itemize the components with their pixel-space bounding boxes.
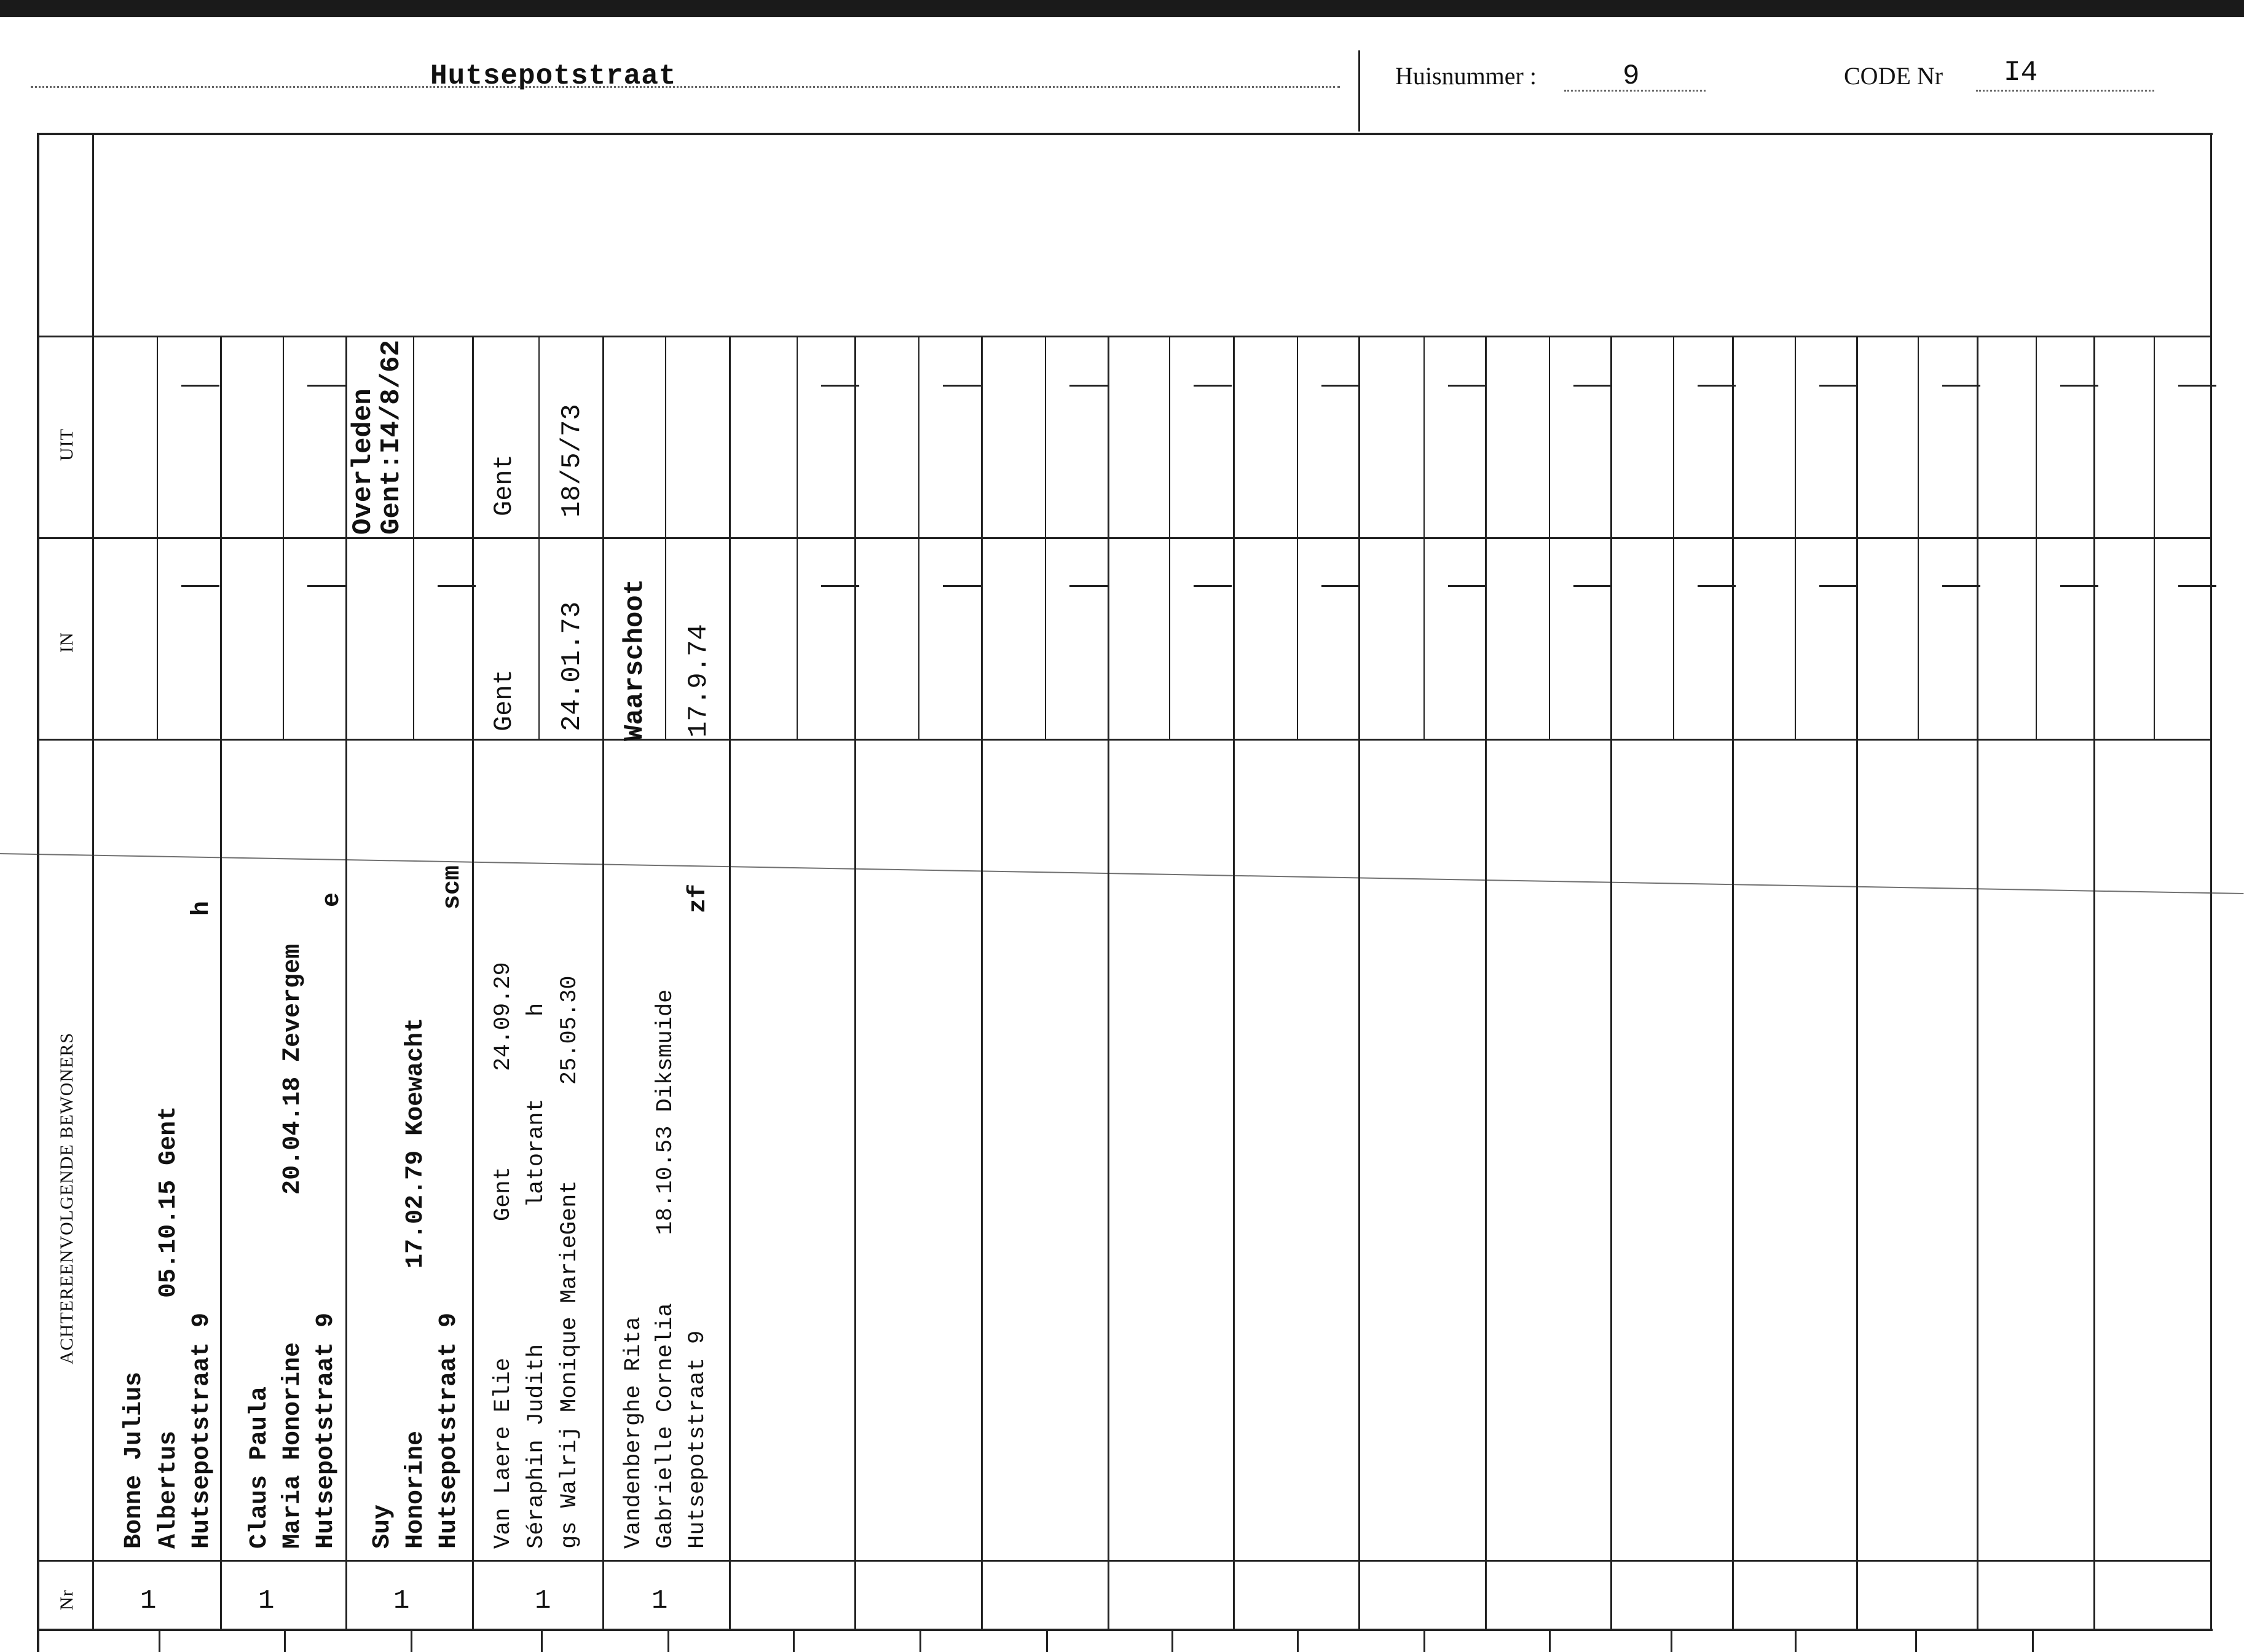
sub-column-divider: [1918, 336, 1919, 739]
sub-column-divider: [1423, 336, 1425, 739]
bewoners-top-line: [37, 739, 2210, 741]
resident-mark: e: [318, 892, 346, 907]
empty-cell-dash: [1573, 585, 1612, 587]
empty-cell-dash: [2178, 385, 2216, 387]
column-divider: [472, 336, 474, 1630]
in-place: Waarschoot: [620, 578, 650, 741]
column-divider: [1485, 336, 1487, 1630]
empty-cell-dash: [1698, 385, 1736, 387]
footer-tick: [919, 1630, 921, 1652]
column-divider: [729, 336, 731, 1630]
table-right-border: [2210, 133, 2212, 1630]
header-divider: [1358, 50, 1360, 132]
resident-name-line: Van Laere Elie Gent 24.09.29: [490, 962, 516, 1549]
uit-date: 18/5/73: [557, 404, 588, 517]
empty-cell-dash: [2060, 585, 2098, 587]
empty-cell-dash: [1194, 385, 1232, 387]
resident-name-line: Maria Honorine 20.04.18 Zevergem: [279, 943, 307, 1549]
empty-cell-dash: [1698, 585, 1736, 587]
empty-cell-dash: [307, 585, 345, 587]
column-divider: [1108, 336, 1109, 1630]
footer-tick: [793, 1630, 795, 1652]
empty-cell-dash: [307, 385, 345, 387]
huisnummer-value: 9: [1623, 60, 1640, 92]
empty-cell-dash: [1448, 585, 1486, 587]
column-divider: [1610, 336, 1612, 1630]
sub-column-divider: [157, 336, 158, 739]
table-top-border: [37, 133, 2213, 135]
resident-mark: scm: [439, 865, 467, 910]
uit-note: Gent:I4/8/62: [376, 340, 407, 535]
street-name: Hutsepotstraat: [430, 60, 677, 92]
column-divider: [854, 336, 856, 1630]
column-divider: [1856, 336, 1858, 1630]
sub-column-divider: [1169, 336, 1170, 739]
resident-nr: 1: [258, 1586, 275, 1616]
empty-cell-dash: [1942, 585, 1980, 587]
resident-nr: 1: [393, 1586, 410, 1616]
empty-cell-dash: [438, 585, 476, 587]
footer-tick: [411, 1630, 412, 1652]
code-label: CODE Nr: [1844, 62, 1943, 90]
column-divider: [1233, 336, 1235, 1630]
resident-name-line: Gabrielle Cornelia 18.10.53 Diksmuide: [653, 989, 679, 1549]
resident-name-line: gs Walrij Monique MarieGent 25.05.30: [557, 975, 583, 1549]
resident-address: Hutsepotstraat 9: [312, 1312, 340, 1549]
footer-tick: [1171, 1630, 1173, 1652]
empty-cell-dash: [1194, 585, 1232, 587]
empty-cell-dash: [1069, 385, 1108, 387]
table-left-border: [37, 133, 39, 1652]
header-street-dots: [31, 86, 1340, 88]
in-section-label: IN: [57, 632, 77, 653]
footer-tick: [1046, 1630, 1048, 1652]
huisnummer-label: Huisnummer :: [1395, 62, 1537, 90]
sub-column-divider: [283, 336, 284, 739]
empty-cell-dash: [943, 585, 981, 587]
column-divider: [345, 336, 347, 1630]
resident-address: Hutsepotstraat 9: [188, 1312, 216, 1549]
resident-name-line: Albertus 05.10.15 Gent: [155, 1106, 183, 1549]
resident-address: Hutsepotstraat 9: [685, 1330, 711, 1549]
in-date: 17.9.74: [683, 624, 714, 738]
empty-cell-dash: [1942, 385, 1980, 387]
empty-cell-dash: [821, 585, 859, 587]
empty-cell-dash: [2178, 585, 2216, 587]
resident-name-line: Honorine 17.02.79 Koewacht: [402, 1017, 430, 1549]
footer-tick: [1671, 1630, 1672, 1652]
resident-name-line: Suy: [369, 1504, 396, 1549]
empty-cell-dash: [1321, 585, 1360, 587]
sub-column-divider: [538, 336, 540, 739]
sub-column-divider: [2036, 336, 2037, 739]
sub-column-divider: [1549, 336, 1550, 739]
footer-tick: [1915, 1630, 1917, 1652]
column-divider: [1358, 336, 1360, 1630]
bewoners-section-label: ACHTEREENVOLGENDE BEWONERS: [57, 1032, 77, 1364]
sub-column-divider: [665, 336, 666, 739]
empty-cell-dash: [181, 585, 219, 587]
column-divider: [220, 336, 222, 1630]
sub-column-divider: [918, 336, 919, 739]
nr-section-label: Nr: [57, 1589, 77, 1610]
resident-name-line: Claus Paula: [246, 1386, 274, 1549]
nr-top-line: [37, 1560, 2210, 1562]
in-top-line: [37, 537, 2210, 539]
sub-column-divider: [1297, 336, 1298, 739]
footer-tick: [1297, 1630, 1299, 1652]
footer-tick: [1423, 1630, 1425, 1652]
uit-place: Gent: [489, 454, 519, 516]
uit-note: Overleden: [348, 388, 379, 535]
empty-cell-dash: [1069, 585, 1108, 587]
scan-top-border: [0, 0, 2244, 17]
empty-cell-dash: [943, 385, 981, 387]
resident-name-line: Vandenberghe Rita: [621, 1316, 647, 1549]
resident-address: Hutsepotstraat 9: [435, 1312, 463, 1549]
empty-cell-dash: [181, 385, 219, 387]
column-divider: [981, 336, 983, 1630]
column-divider: [2093, 336, 2095, 1630]
empty-cell-dash: [1321, 385, 1360, 387]
empty-cell-dash: [1819, 385, 1857, 387]
empty-cell-dash: [2060, 385, 2098, 387]
sub-column-divider: [1795, 336, 1796, 739]
footer-tick: [667, 1630, 669, 1652]
sub-column-divider: [797, 336, 798, 739]
footer-tick: [1549, 1630, 1551, 1652]
sub-column-divider: [1673, 336, 1674, 739]
column-divider: [1732, 336, 1734, 1630]
resident-mark: zf: [685, 883, 712, 913]
footer-tick: [284, 1630, 286, 1652]
code-dots: [1976, 90, 2154, 92]
empty-cell-dash: [821, 385, 859, 387]
code-value: I4: [2004, 57, 2038, 88]
resident-nr: 1: [652, 1586, 668, 1616]
empty-cell-dash: [1819, 585, 1857, 587]
footer-tick: [541, 1630, 543, 1652]
footer-tick: [159, 1630, 160, 1652]
resident-nr: 1: [535, 1586, 551, 1616]
column-divider: [1977, 336, 1978, 1630]
in-place: Gent: [489, 669, 519, 731]
table-bottom-border: [37, 1629, 2213, 1631]
in-date: 24.01.73: [557, 601, 588, 731]
uit-section-label: UIT: [57, 428, 77, 461]
empty-cell-dash: [1448, 385, 1486, 387]
label-column-border: [92, 133, 94, 1630]
scan-artifact-line: [0, 853, 2243, 894]
resident-name-line: Séraphin Judith latorant h: [524, 1002, 549, 1549]
resident-mark: h: [188, 900, 216, 916]
resident-name-line: Bonne Julius: [120, 1371, 148, 1549]
footer-tick: [1795, 1630, 1797, 1652]
sub-column-divider: [1045, 336, 1046, 739]
sub-column-divider: [413, 336, 414, 739]
sub-column-divider: [2154, 336, 2155, 739]
footer-tick: [2032, 1630, 2034, 1652]
empty-cell-dash: [1573, 385, 1612, 387]
column-divider: [602, 336, 604, 1630]
resident-nr: 1: [140, 1586, 157, 1616]
uit-top-line: [37, 336, 2210, 337]
